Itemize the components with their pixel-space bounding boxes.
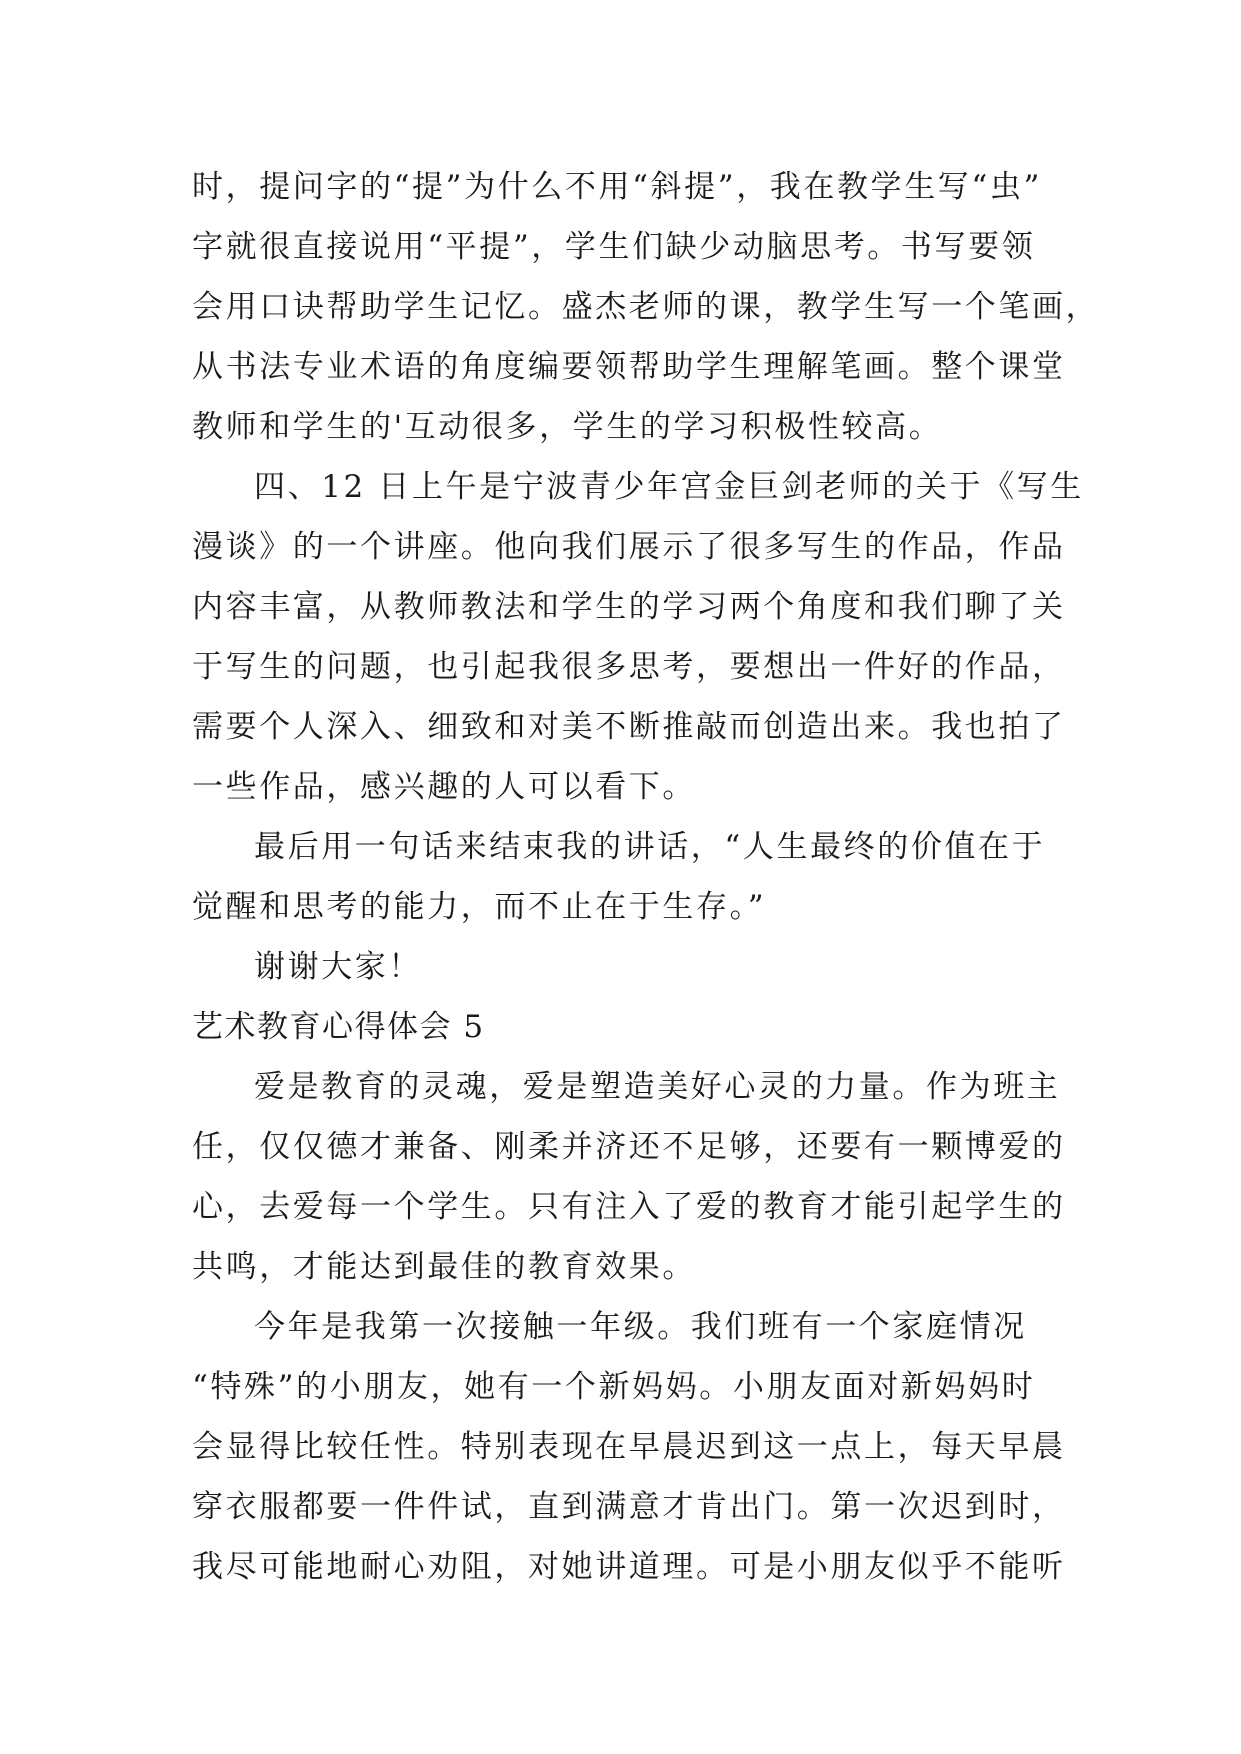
paragraph-line: 会用口诀帮助学生记忆。盛杰老师的课，教学生写一个笔画， (192, 289, 1100, 325)
paragraph-line: 心，去爱每一个学生。只有注入了爱的教育才能引起学生的 (192, 1189, 1066, 1225)
paragraph-line: 觉醒和思考的能力，而不止在于生存。” (192, 889, 767, 925)
paragraph-line: 四、12 日上午是宁波青少年宫金巨剑老师的关于《写生 (254, 469, 1084, 505)
paragraph-line: 需要个人深入、细致和对美不断推敲而创造出来。我也拍了 (192, 709, 1066, 745)
paragraph-line: 会显得比较任性。特别表现在早晨迟到这一点上，每天早晨 (192, 1429, 1066, 1465)
paragraph-line: 最后用一句话来结束我的讲话，“人生最终的价值在于 (254, 829, 1046, 865)
paragraph-line: 字就很直接说用“平提”，学生们缺少动脑思考。书写要领 (192, 229, 1036, 265)
paragraph-line: 内容丰富，从教师教法和学生的学习两个角度和我们聊了关 (192, 589, 1066, 625)
paragraph-line: 时，提问字的“提”为什么不用“斜提”，我在教学生写“虫” (192, 169, 1042, 205)
paragraph-line: 任，仅仅德才兼备、刚柔并济还不足够，还要有一颗博爱的 (192, 1129, 1066, 1165)
paragraph-line: 谢谢大家！ (254, 949, 422, 985)
paragraph-line: 穿衣服都要一件件试，直到满意才肯出门。第一次迟到时， (192, 1489, 1066, 1525)
document-body (192, 157, 1100, 1597)
paragraph-line: 一些作品，感兴趣的人可以看下。 (192, 769, 696, 805)
paragraph-line: 我尽可能地耐心劝阻，对她讲道理。可是小朋友似乎不能听 (192, 1549, 1066, 1585)
paragraph-line: 于写生的问题，也引起我很多思考，要想出一件好的作品， (192, 649, 1066, 685)
paragraph-line: 从书法专业术语的角度编要领帮助学生理解笔画。整个课堂 (192, 349, 1066, 385)
paragraph-line: 今年是我第一次接触一年级。我们班有一个家庭情况 (254, 1309, 1027, 1345)
paragraph-line: 爱是教育的灵魂，爱是塑造美好心灵的力量。作为班主 (254, 1069, 1061, 1105)
paragraph-line: 教师和学生的'互动很多，学生的学习积极性较高。 (192, 409, 943, 445)
paragraph-line: 共鸣，才能达到最佳的教育效果。 (192, 1249, 696, 1285)
paragraph-line: 漫谈》的一个讲座。他向我们展示了很多写生的作品，作品 (192, 529, 1066, 565)
paragraph-line: “特殊”的小朋友，她有一个新妈妈。小朋友面对新妈妈时 (192, 1369, 1036, 1405)
section-heading: 艺术教育心得体会 5 (192, 1009, 485, 1045)
